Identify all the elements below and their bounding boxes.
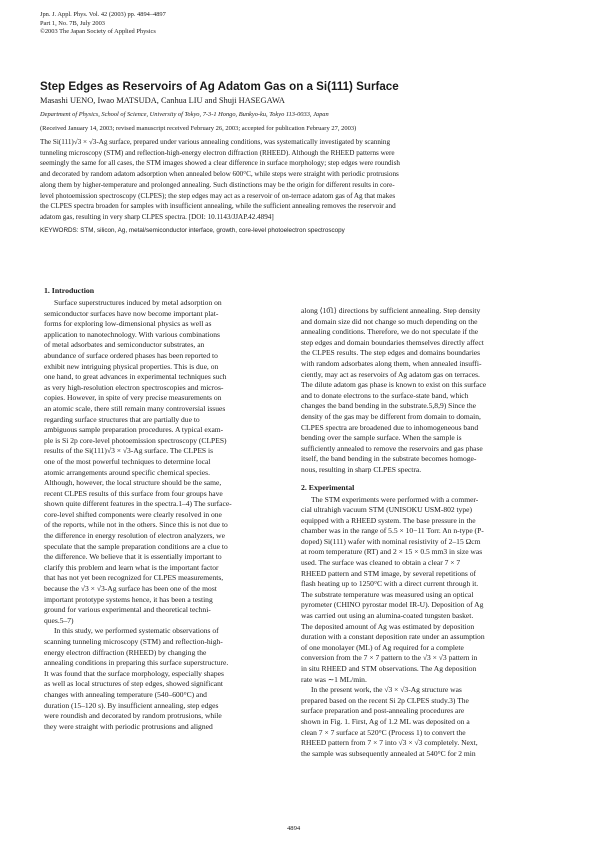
text-line: scanning tunneling microscopy (STM) and reflection-high-	[44, 637, 223, 646]
text-line: cial ultrahigh vacuum STM (UNISOKU USM-802 type)	[301, 505, 473, 515]
text-line: with random adsorbates along them, when annealed insuffi-	[301, 358, 482, 368]
text-line: clarify this problem and learn what is the important factor	[44, 562, 219, 572]
section-heading-experimental: 2. Experimental	[301, 482, 355, 492]
text-line: the difference in energy resolution of electron analyzers, we	[44, 531, 225, 541]
text-line: The substrate temperature was measured using an optical	[301, 589, 474, 599]
text-line: surface preparation and post-annealing procedures are	[301, 706, 465, 716]
text-line: CLPES spectra are broadened due to inhomogeneous band	[301, 422, 479, 432]
text-line: core-level shifted components were clearly resolved in one	[44, 509, 222, 519]
text-line: equipped with a RHEED system. The base pressure in the	[301, 515, 476, 525]
right-column	[301, 306, 553, 759]
text-line: they were straight with periodic protrusions and aligned	[44, 721, 213, 731]
text-line: one of the most powerful techniques to determine local	[44, 456, 211, 466]
text-line: of the reports, while not in the others. Since this is not due to	[44, 520, 228, 530]
text-line: RHEED pattern and STM image, by several repetitions of	[301, 568, 477, 578]
right-column-continuation	[301, 306, 553, 476]
abstract-line: along them by higher-temperature and prolonged annealing. Such distinctions may be the origin for different results in core-	[40, 180, 395, 189]
text-line: one hand, to great advances in experimental techniques such	[44, 372, 227, 382]
text-line: was carried out using an alumina-coated tungsten basket.	[301, 611, 474, 621]
text-line: in situ RHEED and STM observations. The Ag deposition	[301, 664, 477, 673]
text-line: ground for various experimental and theoretical techni-	[44, 605, 211, 615]
text-line: The dilute adatom gas phase is known to exist on this surface	[301, 380, 487, 390]
text-line: Although, however, the local structure should be the same,	[44, 478, 222, 488]
text-line: flash heating up to 1250°C with a direct current through it.	[301, 579, 479, 589]
abstract-line: seemingly the same for all cases, the STM images showed a clear difference in surface morphology; step edges were roundish	[40, 159, 400, 168]
text-line: nous, resulting in sharp CLPES spectra.	[301, 464, 422, 474]
text-line: the difference. We believe that it is essentially important to	[44, 552, 222, 562]
text-line: pyrometer (CHINO pyrostar model IR-U). Deposition of Ag	[301, 600, 484, 610]
text-line: ques.5–7)	[44, 615, 74, 625]
text-line: The deposited amount of Ag was estimated by deposition	[301, 621, 475, 631]
text-line: shown quite different features in the spectra.1–4) The surface-	[44, 499, 232, 509]
text-line: chamber was in the range of 5.5 × 10−11 Torr. An n-type (P-	[301, 526, 484, 536]
text-line: sufficiently annealed to remove the reservoirs and gas phase	[301, 443, 483, 453]
text-line: regarding surface structures that are partially due to	[44, 414, 200, 424]
experimental-body	[301, 495, 553, 760]
text-line: In this study, we performed systematic observations of	[54, 626, 219, 636]
text-line: ambiguous sample preparation procedures. A typical exam-	[44, 425, 224, 435]
text-line: annealing conditions. Therefore, we do not speculate if the	[301, 327, 479, 337]
text-line: an atomic scale, there still remain many controversial issues	[44, 403, 226, 413]
text-line: Surface superstructures induced by metal adsorption on	[54, 298, 222, 307]
author-list: Masashi UENO, Iwao MATSUDA, Canhua LIU and Shuji HASEGAWA	[40, 96, 285, 105]
text-line: ple is Si 2p core-level photoemission spectroscopy (CLPES)	[44, 435, 227, 445]
text-line: the CLPES results. The step edges and domains boundaries	[301, 348, 481, 358]
journal-part: Part 1, No. 7B, July 2003	[40, 19, 105, 27]
keywords: KEYWORDS: STM, silicon, Ag, metal/semiconductor interface, growth, core-level photoelectron spectroscopy	[40, 227, 345, 234]
text-line: changes the band bending in the substrate.5,8,9) Since the	[301, 401, 477, 411]
abstract	[40, 137, 560, 223]
text-line: energy electron diffraction (RHEED) by changing the	[44, 647, 207, 657]
text-line: abundance of surface ordered phases has been reported to	[44, 350, 218, 360]
text-line: duration (15–120 s). By insufficient annealing, step edges	[44, 700, 219, 710]
text-line: changes with annealing temperature (540–600°C) and	[44, 689, 207, 699]
text-line: exhibit new intriguing physical properties. This is due, on	[44, 361, 219, 371]
text-line: and to donate electrons to the surface-state band, which	[301, 390, 469, 400]
left-column	[44, 283, 287, 732]
text-line: atomic arrangements around specific chemical species.	[44, 467, 210, 477]
text-line: bending over the sample surface. When the sample is	[301, 433, 462, 443]
text-line: as well as local structures of step edges, showed significant	[44, 679, 223, 689]
text-line: were roundish and decorated by random protrusions, while	[44, 711, 222, 721]
journal-header	[40, 11, 166, 37]
copyright-line: ©2003 The Japan Society of Applied Physics	[40, 28, 156, 36]
abstract-line: adatom gas, resulting in very sharp CLPES spectra. [DOI: 10.1143/JJAP.42.4894]	[40, 212, 274, 221]
text-line: forms for exploring low-dimensional physics as well as	[44, 319, 212, 329]
text-line: because the √3 × √3-Ag surface has been one of the most	[44, 584, 217, 594]
text-line: important prototype systems hence, it has been a testing	[44, 594, 213, 604]
text-line: along ⟨10̅1⟩ directions by sufficient annealing. Step density	[301, 306, 481, 315]
text-line: itself, the band bending in the substrate becomes homoge-	[301, 454, 477, 464]
text-line: recent CLPES results of this surface from four groups have	[44, 488, 223, 498]
affiliation: Department of Physics, School of Science, University of Tokyo, 7-3-1 Hongo, Bunkyo-ku, Tokyo 113-0033, Japan	[40, 111, 329, 118]
text-line: rate was ∼1 ML/min.	[301, 674, 367, 684]
abstract-line: level photoemission spectroscopy (CLPES); the step edges may act as a reservoir of on-terrace adatom gas of Ag that makes	[40, 191, 396, 200]
text-line: of one monolayer (ML) of Ag required for a complete	[301, 642, 464, 652]
abstract-line: and decorated by random adatom adsorption when annealed below 600°C, while steps were straight with periodic protrusions	[40, 170, 399, 179]
received-dates: (Received January 14, 2003; revised manuscript received February 26, 2003; accepted for publication February 27, 2003)	[40, 125, 357, 132]
text-line: at room temperature (RT) and 2 × 15 × 0.5 mm3 in size was	[301, 547, 483, 557]
text-line: density of the gas may be different from domain to domain,	[301, 411, 481, 421]
abstract-line: the CLPES spectra broaden for samples with insufficient annealing, while the sufficient annealing removes the reservoir and	[40, 202, 396, 211]
text-line: results of the Si(111)√3 × √3-Ag surface. The CLPES is	[44, 446, 214, 456]
abstract-line: tunneling microscopy (STM) and reflection-high-energy electron diffraction (RHEED). Although the RHEED patterns were	[40, 148, 395, 157]
text-line: that has not yet been recognized for CLPES measurements,	[44, 573, 224, 583]
text-line: RHEED pattern from 7 × 7 into √3 × √3 completely. Next,	[301, 738, 478, 748]
text-line: prepared based on the recent Si 2p CLPES study.3) The	[301, 695, 469, 705]
text-line: conversion from the 7 × 7 pattern to the √3 × √3 pattern in	[301, 653, 478, 663]
text-line: speculate that the sample preparation conditions are a clue to	[44, 541, 228, 551]
journal-citation: Jpn. J. Appl. Phys. Vol. 42 (2003) pp. 4894–4897	[40, 11, 166, 18]
text-line: step edges and domain boundaries themselves directly affect	[301, 337, 484, 347]
section-heading-introduction: 1. Introduction	[44, 286, 95, 295]
text-line: clean 7 × 7 surface at 520°C (Process 1) to convert the	[301, 727, 466, 737]
text-line: annealing conditions in preparing this surface superstructure.	[44, 658, 229, 668]
text-line: used. The surface was cleaned to obtain a clear 7 × 7	[301, 558, 461, 568]
text-line: doped) Si(111) wafer with nominal resistivity of 2–15 Ωcm	[301, 536, 481, 546]
text-line: copies. However, in spite of very precise measurements on	[44, 393, 222, 403]
text-line: ciently, may act as reservoirs of Ag adatom gas on terraces.	[301, 369, 480, 379]
page-number: 4894	[287, 825, 301, 832]
text-line: It was found that the surface morphology, especially shapes	[44, 668, 224, 678]
text-line: the sample was subsequently annealed at 540°C for 2 min	[301, 748, 476, 758]
text-line: as very high-resolution electron spectroscopies and micros-	[44, 382, 224, 392]
text-line: The STM experiments were performed with a commer-	[311, 494, 479, 504]
text-line: of metal adsorbates and semiconductor substrates, an	[44, 340, 205, 350]
text-line: application to nanotechnology. With various combinations	[44, 329, 220, 339]
text-line: semiconductor surfaces have now become important plat-	[44, 308, 219, 318]
text-line: duration with a constant deposition rate under an assumption	[301, 632, 485, 642]
abstract-line: The Si(111)√3 × √3-Ag surface, prepared under various annealing conditions, was systematically investigated by scanning	[40, 138, 391, 146]
paper-title: Step Edges as Reservoirs of Ag Adatom Gas on a Si(111) Surface	[40, 80, 399, 93]
text-line: and domain size did not change so much depending on the	[301, 316, 478, 326]
text-line: In the present work, the √3 × √3-Ag structure was	[311, 685, 462, 695]
text-line: shown in Fig. 1. First, Ag of 1.2 ML was deposited on a	[301, 716, 470, 726]
